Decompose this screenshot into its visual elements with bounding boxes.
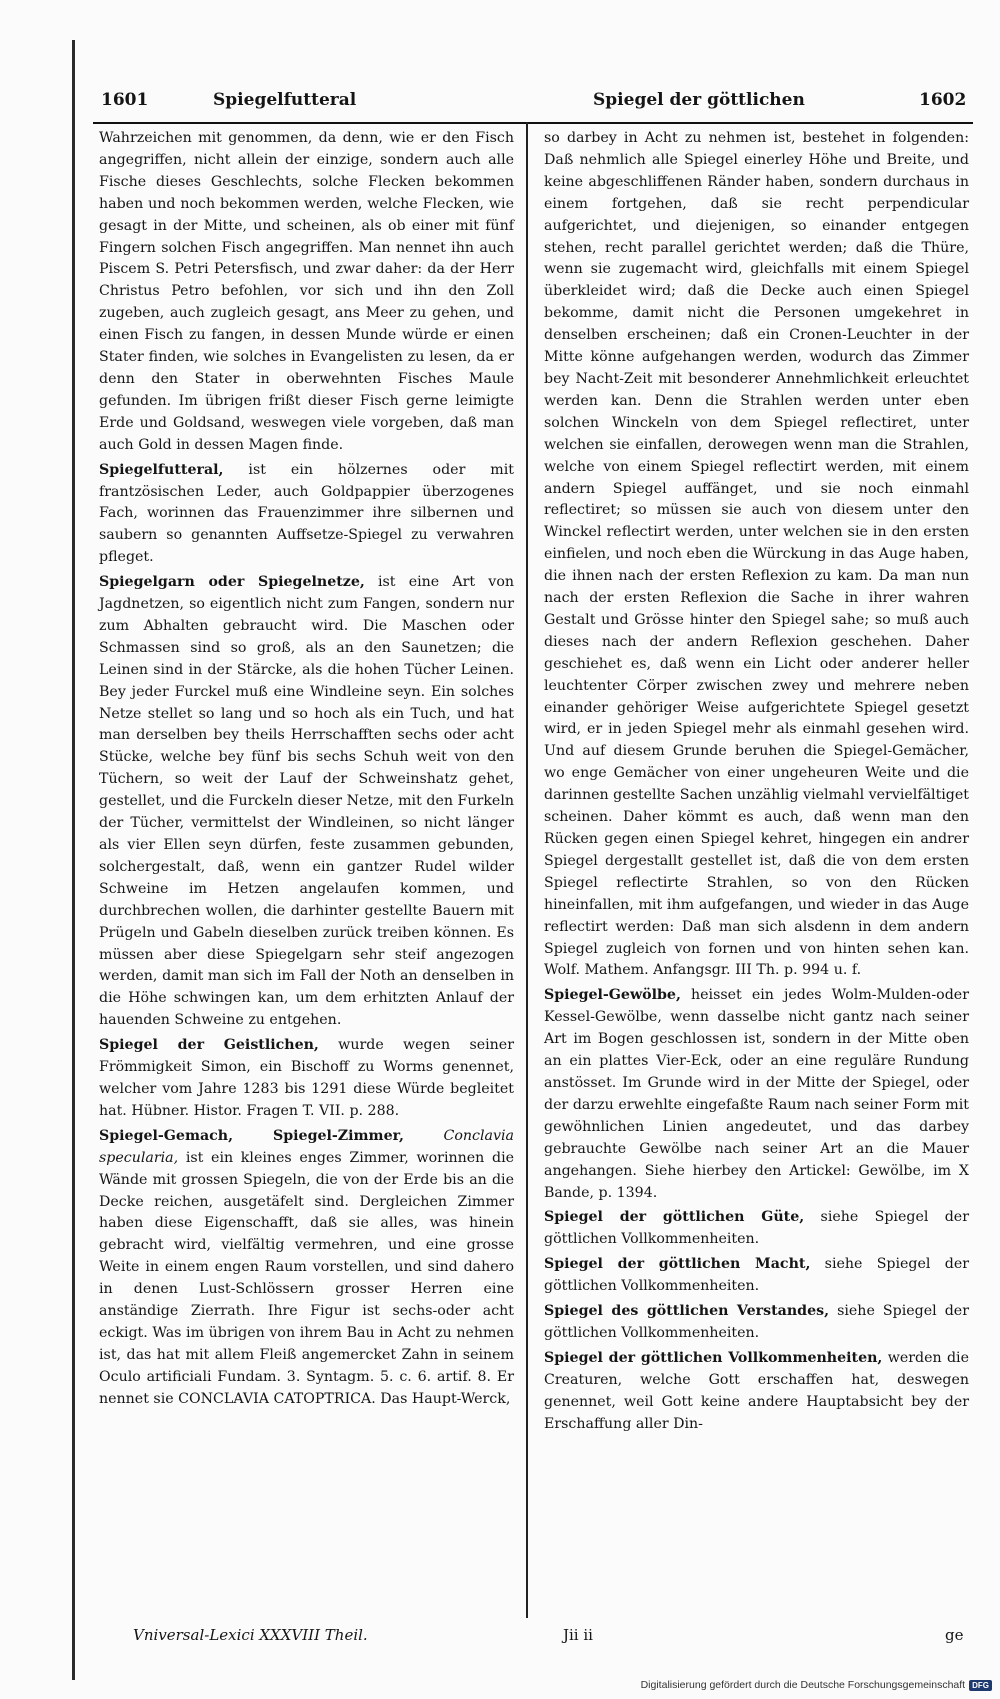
- headword: Spiegelgarn oder Spiegelnetze,: [99, 574, 365, 591]
- catchword: ge: [945, 1626, 964, 1644]
- headword: Spiegel der göttlichen Vollkommenheiten,: [544, 1349, 883, 1366]
- latin-term: Conclavia specularia,: [99, 1127, 514, 1166]
- column-divider: [526, 122, 528, 1618]
- headword: Spiegel der göttlichen Macht,: [544, 1256, 811, 1273]
- scan-page-edge: [72, 40, 75, 1680]
- page-footer: [93, 1626, 973, 1656]
- header-rule: [93, 122, 973, 124]
- entry-continuation: so darbey in Acht zu nehmen ist, bestehet in folgenden: Daß nehmlich alle Spiegel einerley Höhe und Breite, und keine abgeschliffenen Ränder haben, sondern durchaus in einem fortgehen, daß sie recht perpendicular aufgerichtet, und diejenigen, so einander entgegen stehen, recht parallel gerichtet werden; daß die Thüre, wenn sie zugemacht wird, gleichfalls mit einem Spiegel überkleidet wird; daß die Decke auch einen Spiegel bekomme, damit nicht die Personen umgekehret in denselben erscheinen; daß ein Cronen-Leuchter in der Mitte könne aufgehangen werden, wodurch das Zimmer bey Nacht-Zeit mit besonderer Annehmlichkeit erleuchtet werden kan. Denn die Strahlen werden unter eben solchen Winckeln von dem Spiegel reflectiret, unter welchen sie einfallen, derowegen wenn man die Strahlen, welche von einem Spiegel reflectirt werden, mit einem andern Spiegel auffänget, und sie noch einmahl reflectiret; so müssen sie auch von diesem unter den Winckel reflectirt werden, unter welchen sie in den ersten einfielen, und noch eben die Würckung in das Auge haben, die ihnen nach der ersten Reflexion zu kam. Da man nun nach der ersten Reflexion die Sache in ihrer wahren Gestalt und Grösse hinter den Spiegel sahe; so muß auch dieses nach der andern Reflexion geschehen. Daher geschiehet es, daß wenn ein Licht oder anderer heller leuchtenter Cörper zwischen zwey und mehrere neben einander gehöriger Weise aufgerichtete Spiegel gesetzt wird, er in jeden Spiegel mehr als einmahl gesehen wird. Und auf diesem Grunde beruhen die Spiegel-Gemächer, wo enge Gemächer von einer ungeheuren Weite und die darinnen gestellte Sachen unzählig vielmahl vervielfältiget scheinen. Daher kömmt es auch, daß wenn man den Rücken gegen einen Spiegel kehret, hingegen ein andrer Spiegel dergestallt gestellet ist, daß die von dem ersten Spiegel reflectirte Strahlen, so von den Rücken hineinfallen, mit ihm aufgefangen, und wieder in das Auge reflectirt werden: Daß man sich alsdenn in dem andern Spiegel zugleich von fornen und von hinten sehen kan. Wolf. Mathem. Anfangsgr. III Th. p. 994 u. f.: [544, 130, 969, 979]
- entry-spiegel-gewoelbe: Spiegel-Gewölbe, heisset ein jedes Wolm-Mulden-oder Kessel-Gewölbe, wenn dasselbe nicht gantz nach seiner Art im Bogen geschlossen ist, sondern in der Mitte oben an ein plattes Vier-Eck, oder an eine reguläre Rundung anstösset. Im Grunde wird in der Mitte der Spiegel, oder der darzu erwehlte eingefaßte Raum nach seiner Form mit gewöhnlichen Linien angedeutet, und das darbey gebrauchte Gewölbe nach seiner Art an die Mauer angehangen. Siehe hierbey den Artickel: Gewölbe, im X Bande, p. 1394.: [544, 987, 969, 1201]
- gathering-mark: Jii ii: [563, 1626, 593, 1644]
- running-title-left: Spiegelfutteral: [213, 90, 357, 110]
- entry-continuation: Wahrzeichen mit genommen, da denn, wie er den Fisch angegriffen, nicht allein der einzige, sondern auch alle Fische dieses Geschlechts, solche Flecken bekommen haben und noch bekommen werden, welche Flecken, wie gesagt in der Mitte, und scheinen, als ob einer mit fünf Fingern solchen Fisch angegriffen. Man nennet ihn auch Piscem S. Petri Petersfisch, und zwar daher: da der Herr Christus Petro befohlen, vor sich und ihn den Zoll zugeben, auch zugleich gesagt, ans Meer zu gehen, und einen Fisch zu fangen, in dessen Munde würde er einen Stater finden, wie solches in Evangelisten zu lesen, da er denn den Stater in oberwehnten Fisches Maule gefunden. Im übrigen frißt dieser Fisch gerne leimigte Erde und Goldsand, weswegen viele vorgeben, daß man auch Gold in dessen Magen finde.: [99, 130, 514, 453]
- running-header: [93, 86, 973, 120]
- headword: Spiegel der Geistlichen,: [99, 1037, 319, 1054]
- digitization-credit: [641, 1679, 992, 1691]
- entry-spiegelfutteral: Spiegelfutteral, ist ein hölzernes oder mit frantzösischen Leder, auch Goldpappier überzogenes Fach, worinnen das Frauenzimmer ihre silbernen und saubern so genannten Auffsetze-Spiegel zu verwahren pfleget.: [99, 461, 514, 566]
- entry-spiegel-verstandes: Spiegel des göttlichen Verstandes, siehe Spiegel der göttlichen Vollkommenheiten.: [544, 1303, 969, 1341]
- page-number-right: 1602: [919, 90, 967, 110]
- dfg-logo: DFG: [969, 1680, 992, 1691]
- entry-spiegel-guete: Spiegel der göttlichen Güte, siehe Spiegel der göttlichen Vollkommenheiten.: [544, 1209, 969, 1248]
- entry-spiegel-vollkommenheiten: Spiegel der göttlichen Vollkommenheiten, werden die Creaturen, welche Gott erschaffen hat, deswegen genennet, weil Gott keine andere Hauptabsicht bey der Erschaffung aller Din-: [544, 1349, 969, 1432]
- entry-spiegelgarn: Spiegelgarn oder Spiegelnetze, ist eine Art von Jagdnetzen, so eigentlich nicht zum Fangen, sondern nur zum Abhalten gebraucht wird. Die Maschen oder Schmassen sind so groß, als an den Saunetzen; die Leinen sind in der Stärcke, als die hohen Tücher Leinen. Bey jeder Furckel muß eine Windleine seyn. Ein solches Netze stellet so lang und so hoch als ein Tuch, und hat man derselben bey theils Herrschafften sechs oder acht Stücke, welche bey fünf bis sechs Schuh weit von den Tüchern, so weit der Lauf der Schweinshatz gehet, gestellet, und die Furckeln dieser Netze, mit den Furkeln der Tücher, vermittelst der Windleinen, so nicht länger als vier Ellen seyn dürfen, feste zusammen gebunden, solchergestalt, daß, wenn ein gantzer Rudel wilder Schweine im Hetzen angelaufen kommen, und durchbrechen wollen, die darhinter gestellte Bauern mit Prügeln und Gabeln dieselben zurück treiben können. Es müssen aber diese Spiegelgarn sehr steif angezogen werden, damit man sich im Fall der Noth an denselben in die Höhe schwingen kan, um dem erhitzten Anlauf der hauenden Schweine zu entgehen.: [99, 574, 514, 1029]
- volume-signature: Vniversal-Lexici XXXVIII Theil.: [133, 1626, 368, 1644]
- entry-spiegel-macht: Spiegel der göttlichen Macht, siehe Spiegel der göttlichen Vollkommenheiten.: [544, 1256, 969, 1295]
- headword: Spiegelfutteral,: [99, 461, 224, 478]
- running-title-right: Spiegel der göttlichen: [593, 90, 805, 110]
- headword: Spiegel-Gewölbe,: [544, 987, 681, 1004]
- headword: Spiegel der göttlichen Güte,: [544, 1209, 805, 1226]
- headword: Spiegel des göttlichen Verstandes,: [544, 1303, 830, 1320]
- entry-spiegel-gemach: Spiegel-Gemach, Spiegel-Zimmer, Conclavia specularia, ist ein kleines enges Zimmer, worinnen die Wände mit grossen Spiegeln, die von der Erde bis an die Decke reichen, ausgetäfelt sind. Dergleichen Zimmer haben diese Eigenschafft, daß sie alles, was hinein gebracht wird, vielfältig vermehren, und eine grosse Weite in einem engen Raum vorstellen, und sind dahero in denen Lust-Schlössern grosser Herren eine anständige Zierrath. Ihre Figur ist sechs-oder acht eckigt. Was im übrigen von ihrem Bau in Acht zu nehmen ist, das hat mit allem Fleiß angemercket Zahn in seinem Oculo artificiali Fundam. 3. Syntagm. 5. c. 6. artif. 8. Er nennet sie CONCLAVIA CATOPTRICA. Das Haupt-Werck,: [99, 1127, 514, 1407]
- dictionary-page: [93, 86, 973, 1666]
- left-column: [99, 128, 514, 1413]
- digitization-note: Digitalisierung gefördert durch die Deutsche Forschungsgemeinschaft: [640, 1679, 966, 1691]
- headword: Spiegel-Gemach, Spiegel-Zimmer,: [99, 1127, 404, 1144]
- page-number-left: 1601: [101, 90, 149, 110]
- entry-spiegel-der-geistlichen: Spiegel der Geistlichen, wurde wegen seiner Frömmigkeit Simon, ein Bischoff zu Worms genennet, welcher vom Jahre 1283 bis 1291 diese Würde begleitet hat. Hübner. Histor. Fragen T. VII. p. 288.: [99, 1037, 514, 1119]
- right-column: [544, 128, 969, 1437]
